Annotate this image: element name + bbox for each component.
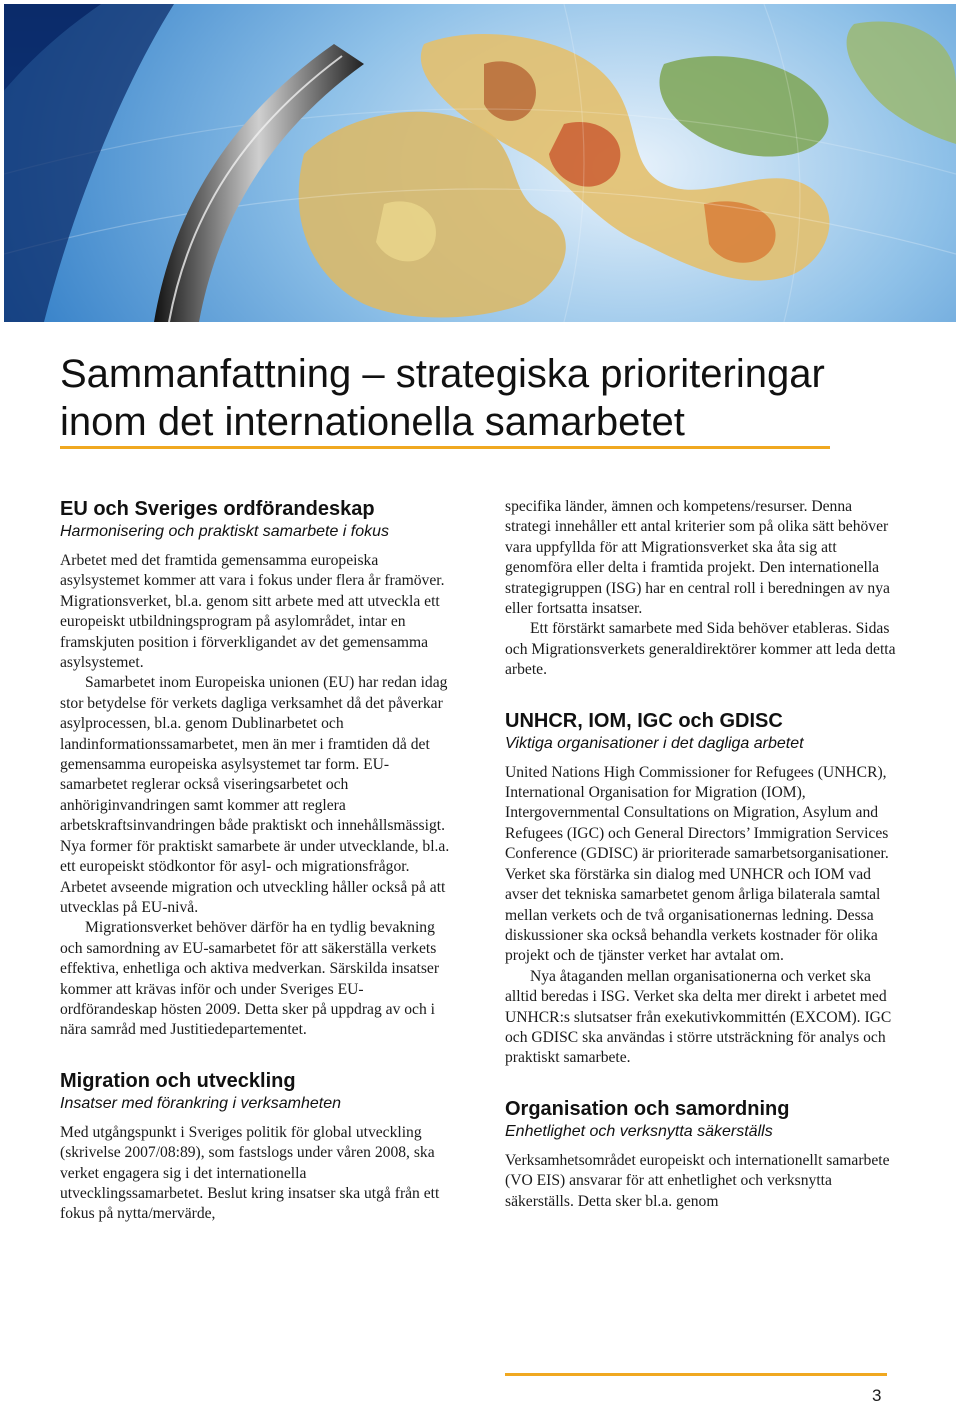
paragraph: Migrationsverket behöver därför ha en tydlig bevakning och samordning av EU-samarbetet för att säkerställa verkets effektiva, enhetliga och aktiva medverkan. Särskilda insatser kommer att krävas inför och under Sveriges EU-ordförandeskap hösten 2009. Detta sker på uppdrag av och i nära samråd med Justitiedepartementet.: [60, 919, 440, 1039]
page-title: [60, 350, 920, 446]
hero-globe-image: [4, 4, 956, 322]
section-heading: UNHCR, IOM, IGC och GDISC: [505, 709, 783, 732]
paragraph: Med utgångspunkt i Sveriges politik för global utveckling (skrivelse 2007/08:89), som fastslogs under våren 2008, ska verket engagera sig i det internationella utvecklingssamarbetet. Beslut kring insatser ska utgå från ett fokus på nytta/mervärde,: [60, 1123, 440, 1223]
section-migration-continued: [505, 497, 900, 681]
section-organisation: [505, 1097, 900, 1212]
page-number: 3: [872, 1386, 882, 1403]
left-column: [60, 497, 452, 1225]
right-column: [505, 497, 900, 1212]
title-divider: [60, 446, 830, 449]
section-heading: Organisation och samordning: [505, 1097, 790, 1120]
section-subheading: Insatser med förankring i verksamheten: [60, 1094, 342, 1112]
paragraph: specifika länder, ämnen och kompetens/resurser. Denna strategi innehåller ett antal kriterier som på olika sätt behöver vara uppfyllda för att Migrationsverket ska åta sig att genomföra eller delta i framtida projekt. Den internationella strategigruppen (ISG) har en central roll i beredningen av nya eller fortsatta insatser.: [505, 498, 890, 618]
section-migration: [60, 1069, 452, 1225]
section-subheading: Enhetlighet och verksnytta säkerställs: [505, 1122, 773, 1140]
section-unhcr: [505, 709, 900, 1069]
section-subheading: Viktiga organisationer i det dagliga arbetet: [505, 734, 804, 752]
paragraph: United Nations High Commissioner for Refugees (UNHCR), International Organisation for Migration (IOM), Intergovernmental Consultations on Migration, Asylum and Refugees (IGC) och General Directors’ Immigration Services Conference (GDISC) är prioriterade samarbetsorganisationer. Verket ska förstärka sin dialog med UNHCR och IOM vad avser det tekniska samarbetet genom årliga bilaterala samtal mellan verkets och de två organisationernas ledning. Dessa diskussioner ska också behandla verkets kostnader för olika projekt och de tjänster verket har avtalat om.: [505, 763, 889, 965]
paragraph: Ett förstärkt samarbete med Sida behöver etableras. Sidas och Migrationsverkets generaldirektörer kommer att leda detta arbete.: [505, 620, 896, 679]
section-subheading: Harmonisering och praktiskt samarbete i fokus: [60, 523, 390, 540]
paragraph: Samarbetet inom Europeiska unionen (EU) har redan idag stor betydelse för verkets dagliga verksamhet då det påverkar asylprocessen, bl.a. genom Dublinarbetet och landinformationssamarbetet, men än mer i framtiden då det gemensamma europeiska asylsystemet tar form. EU-samarbetet reglerar också viseringsarbetet och anhöriginvandringen samt kommer att reglera arbetskraftsinvandringen både praktiskt och innehållsmässigt. Nya former för praktiskt samarbete är under utvecklande, bl.a. ett europeiskt stödkontor för asyl- och migrationsfrågor. Arbetet avseende migration och utveckling håller också på att utvecklas på EU-nivå.: [60, 674, 450, 916]
section-heading: Migration och utveckling: [60, 1069, 296, 1092]
section-heading: EU och Sveriges ordförandeskap: [60, 498, 375, 520]
page-title-line-1: Sammanfattning – strategiska prioriteringar: [60, 352, 825, 396]
page-title-line-2: inom det internationella samarbetet: [60, 400, 685, 444]
paragraph: Arbetet med det framtida gemensamma europeiska asylsystemet kommer att vara i fokus under flera år framöver. Migrationsverket, bl.a. genom sitt arbete med att utveckla ett europeiskt utbildningsprogram på asylområdet, intar en framskjuten position i förverkligandet av det gemensamma asylsystemet.: [60, 552, 445, 672]
footer-divider: [505, 1373, 887, 1376]
paragraph: Nya åtaganden mellan organisationerna och verket ska alltid beredas i ISG. Verket ska delta mer direkt i arbetet med UNHCR:s slutsatser från exekutivkommittén (EXCOM). IGC och GDISC ska användas i större utsträckning för analys och praktiskt samarbete.: [505, 967, 892, 1067]
paragraph: Verksamhetsområdet europeiskt och internationellt samarbete (VO EIS) ansvarar för att enhetlighet och verksnytta säkerställs. Detta sker bl.a. genom: [505, 1151, 890, 1210]
section-eu: [60, 497, 452, 1041]
